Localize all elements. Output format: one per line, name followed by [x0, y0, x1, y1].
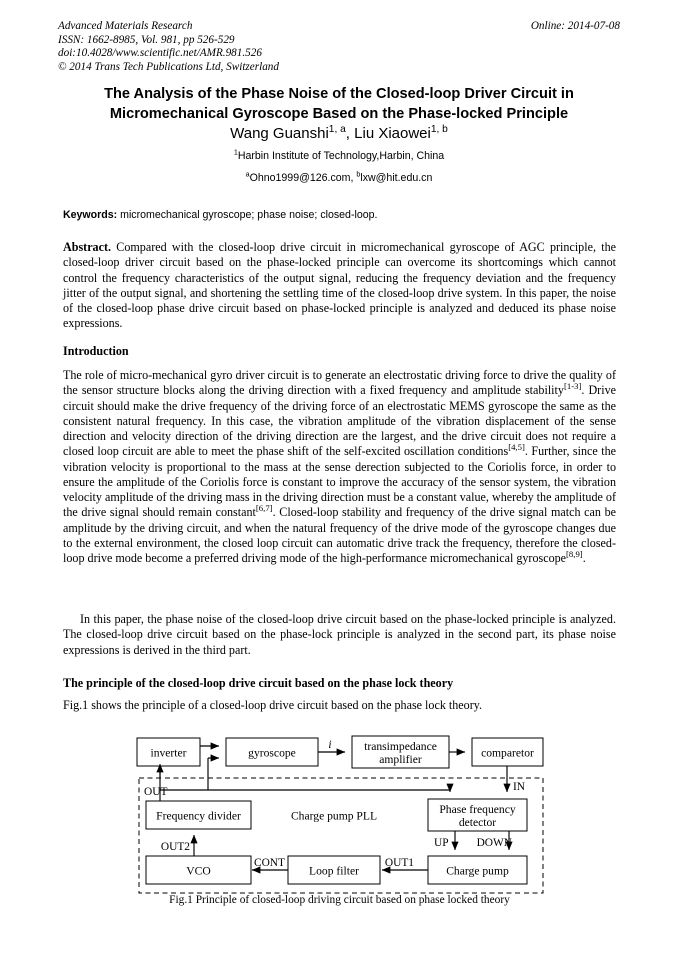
block-label-vco: VCO	[186, 864, 211, 878]
intro-text-c: . Further, since the vibration velocity is proportional to the mass at the sense derection subjected to the Coriolis force, in order to ensure the amplitude of the Coriolis force is constant to improve the accuracy of the sensor system, the vibration velocity amplitude of the driving mass in the driving direction must be a constant value, whereby the amplitude of the drive signal should remain constant	[63, 444, 616, 520]
journal-copyright: © 2014 Trans Tech Publications Ltd, Switzerland	[58, 60, 279, 73]
citation-3: [6,7]	[255, 503, 273, 514]
author-2-name: Liu Xiaowei	[354, 125, 431, 142]
affiliation-text: Harbin Institute of Technology,Harbin, China	[237, 150, 445, 162]
affiliation-superscript: 1	[233, 147, 238, 157]
author-list	[62, 124, 616, 144]
block-label-transimpedance-line1: transimpedance	[364, 740, 437, 753]
keywords	[63, 208, 616, 222]
journal-header-row-1	[58, 20, 620, 34]
journal-online-date: Online: 2014-07-08	[530, 20, 620, 32]
signal-label-current: i	[328, 739, 332, 751]
affiliation	[62, 148, 616, 164]
signal-label-out: OUT	[144, 786, 168, 798]
title-line-1: The Analysis of the Phase Noise of the Closed-loop Driver Circuit in	[104, 86, 574, 102]
block-label-charge-pump: Charge pump	[446, 864, 509, 878]
page-title	[62, 84, 616, 124]
journal-doi: doi:10.4028/www.scientific.net/AMR.981.526	[58, 47, 262, 60]
introduction-paragraph-2: In this paper, the phase noise of the closed-loop drive circuit based on the phase-locked principle is analyzed. The closed-loop drive circuit based on the phase-lock principle is analyzed in the second part, its phase noise expressions is derived in the third part.	[63, 612, 616, 657]
figure-1-caption: Fig.1 Principle of closed-loop driving circuit based on phase locked theory	[169, 894, 510, 906]
abstract-text: Compared with the closed-loop drive circuit in micromechanical gyroscope of AGC principle, the closed-loop driver circuit based on the phase-locked principle can overcome its shortcomings which cannot control the frequency characteristics of the output signal, reducing the frequency deviation and the frequency jitter of the output signal, and shortening the settling time of the closed-loop drive system. In this paper, the noise of the closed-loop phase drive circuit based on phase-locked principle is analyzed and deduced its phase noise expressions.	[63, 240, 616, 331]
journal-issn: ISSN: 1662-8985, Vol. 981, pp 526-529	[58, 33, 235, 46]
signal-label-in: IN	[513, 781, 526, 793]
block-label-comparetor: comparetor	[481, 746, 534, 760]
block-label-pfd-line1: Phase frequency	[439, 803, 516, 816]
principle-paragraph: Fig.1 shows the principle of a closed-loop drive circuit based on the phase lock theory.	[63, 698, 483, 712]
citation-4: [8,9]	[566, 548, 583, 559]
intro-text-a: The role of micro-mechanical gyro driver circuit is to generate an electrostatic driving force to drive the quality of the sensor structure blocks along the driving direction with a fixed frequency and amplitude stability	[63, 368, 616, 398]
abstract-label: Abstract.	[63, 240, 112, 254]
author-2-superscript: 1, b	[430, 124, 448, 135]
block-label-loop-filter: Loop filter	[309, 864, 359, 878]
intro-text-d: . Closed-loop stability and frequency of the drive signal match can be amplitude by the driving circuit, and when the natural frequency of the drive mode of the gyroscope changes due to the external environment, the closed loop circuit can automatic drive track the frequency, therefore the closed-loop drive mode become a preferred driving mode of the high-performance micromechanical gyroscope	[63, 505, 617, 565]
signal-label-out2: OUT2	[160, 841, 190, 853]
email-1-superscript: a	[245, 169, 250, 179]
title-line-2: Micromechanical Gyroscope Based on the Phase-locked Principle	[109, 106, 569, 122]
abstract	[63, 240, 616, 332]
author-1-name: Wang Guanshi	[230, 125, 329, 142]
signal-label-up: UP	[434, 837, 449, 849]
block-label-frequency-divider: Frequency divider	[156, 809, 241, 823]
intro-text-b: . Drive circuit should make the drive frequency of the driving force of an electrostatic MEMS gyroscope the same as the consistent natural frequency. In this case, the vibration amplitude of the vibration displacement of the sense direction and velocity direction of the driving direction are the largest, and the drive circuit does not require a closed loop circuit are able to meet the phase shift of the self-excited oscillation conditions	[63, 383, 616, 459]
signal-label-down: DOWN	[476, 837, 512, 849]
citation-2: [4,5]	[508, 442, 525, 453]
keywords-label: Keywords:	[63, 209, 118, 221]
author-1-superscript: 1, a	[328, 124, 346, 135]
block-label-pfd-line2: detector	[458, 816, 497, 829]
journal-name: Advanced Materials Research	[58, 20, 193, 32]
journal-header	[58, 20, 620, 74]
block-label-gyroscope: gyroscope	[248, 746, 296, 760]
block-label-transimpedance-line2: amplifier	[379, 753, 422, 766]
section-heading-principle: The principle of the closed-loop drive circuit based on the phase lock theory	[63, 676, 454, 690]
signal-label-out1: OUT1	[384, 857, 414, 869]
signal-label-cont: CONT	[253, 857, 285, 869]
intro-text-e: .	[582, 551, 586, 565]
keywords-value: micromechanical gyroscope; phase noise; closed-loop.	[117, 209, 378, 221]
diagram-label-charge-pump-pll: Charge pump PLL	[290, 809, 378, 823]
email-1[interactable]: Ohno1999@126.com,	[249, 172, 357, 184]
citation-1: [1-3]	[563, 381, 582, 392]
author-emails	[62, 170, 616, 186]
section-heading-introduction: Introduction	[63, 344, 129, 358]
author-separator: ,	[345, 125, 355, 142]
email-2[interactable]: lxw@hit.edu.cn	[360, 172, 433, 184]
introduction-paragraph-1	[63, 368, 616, 566]
block-label-inverter: inverter	[150, 746, 187, 760]
email-2-superscript: b	[356, 169, 361, 179]
